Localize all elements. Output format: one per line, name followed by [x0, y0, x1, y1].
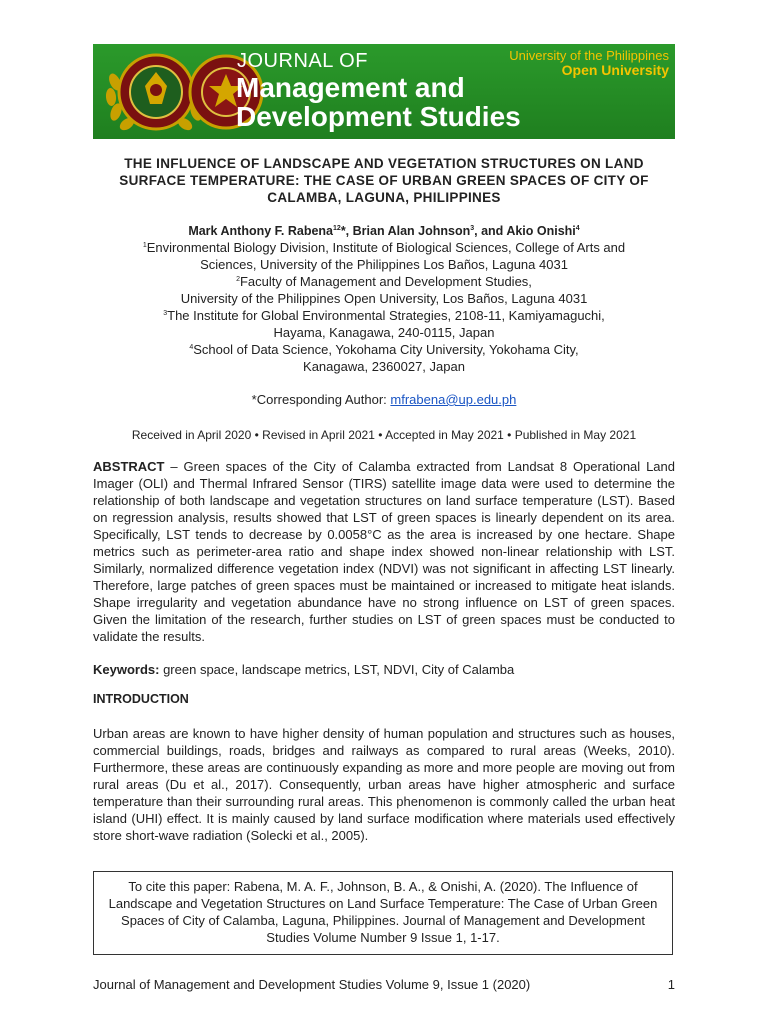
- affiliation-text: The Institute for Global Environmental Strategies, 2108-11, Kamiyamaguchi,: [167, 308, 605, 323]
- page-footer: [93, 977, 675, 992]
- affiliation-marker: 3: [470, 225, 475, 232]
- affiliation-marker: 1: [142, 242, 147, 249]
- journal-title-line1: JOURNAL OF: [237, 50, 368, 72]
- author-name: *, Brian Alan Johnson: [340, 224, 471, 238]
- footer-journal: Journal of Management and Development Studies Volume 9, Issue 1 (2020): [93, 977, 531, 992]
- affiliation-marker: 4: [189, 344, 194, 351]
- journal-banner: [93, 44, 675, 139]
- page-number: 1: [667, 977, 675, 992]
- affiliation-marker: 12: [333, 225, 341, 232]
- keywords: [93, 662, 675, 677]
- author-name: Mark Anthony F. Rabena: [188, 224, 334, 238]
- university-unit: Open University: [561, 62, 669, 78]
- university-name: University of the Philippines: [509, 48, 669, 63]
- author-list: [93, 223, 675, 239]
- abstract-text: – Green spaces of the City of Calamba extracted from Landsat 8 Operational Land Imager (OLI) and Thermal Infrared Sensor (TIRS) satellite image data were used to determine the relationship of both landscape and vegetation structures on land surface temperature (LST). Based on regression analysis, results showed that LST of green spaces is linearly dependent on its area. Specifically, LST tends to decrease by 0.0058°C as the area is increased by one hectare. Shape metrics such as perimeter-area ratio and shape index showed non-linear relationship with LST. Similarly, normalized difference vegetation index (NDVI) was not significant in affecting LST linearly. Therefore, large patches of green spaces must be maintained or increased to mitigate heat islands. Shape irregularity and vegetation abundance have no strong influence on LST of green spaces. Given the limitation of the research, further studies on LST of green spaces must be conducted to validate the results.: [93, 459, 675, 644]
- introduction-paragraph: Urban areas are known to have higher density of human population and structures such as houses, commercial buildings, roads, bridges and railways as compared to rural areas (Weeks, 2010). Furthermore, these areas are continuously expanding as more and more people are moving out from rural areas (Du et al., 2017). Consequently, urban areas have higher atmospheric and surface temperature than their surrounding rural areas. This phenomenon is commonly called the urban heat island (UHI) effect. It is mainly caused by land surface modification where materials used effectively store short-wave radiation (Solecki et al., 2005).: [93, 726, 675, 843]
- keywords-text: green space, landscape metrics, LST, NDVI, City of Calamba: [159, 662, 515, 677]
- affiliations: [93, 239, 675, 375]
- journal-title-main: [236, 73, 521, 131]
- affiliation-text: Environmental Biology Division, Institute of Biological Sciences, College of Arts and: [146, 240, 626, 255]
- affiliation-line: Hayama, Kanagawa, 240-0115, Japan: [273, 325, 495, 340]
- journal-title-line2: Management and: [236, 72, 465, 103]
- keywords-label: Keywords:: [93, 662, 160, 677]
- affiliation-text: Faculty of Management and Development Studies,: [239, 274, 532, 289]
- abstract: [93, 458, 675, 645]
- affiliation-marker: 4: [575, 225, 580, 232]
- affiliation-line: [93, 239, 675, 256]
- author-name: , and Akio Onishi: [474, 224, 576, 238]
- corresponding-label: *Corresponding Author:: [251, 392, 391, 407]
- publication-dates: Received in April 2020 • Revised in April 2021 • Accepted in May 2021 • Published in May 2021: [131, 428, 637, 442]
- affiliation-line: University of the Philippines Open University, Los Baños, Laguna 4031: [180, 291, 588, 306]
- paper-title: [93, 155, 675, 206]
- corresponding-email-link[interactable]: mfrabena@up.edu.ph: [390, 392, 517, 407]
- affiliation-line: [93, 273, 675, 290]
- affiliation-line: [93, 307, 675, 324]
- affiliation-text: School of Data Science, Yokohama City University, Yokohama City,: [193, 342, 579, 357]
- affiliation-line: [93, 341, 675, 358]
- citation-box: To cite this paper: Rabena, M. A. F., Johnson, B. A., & Onishi, A. (2020). The Influence of Landscape and Vegetation Structures on Land Surface Temperature: The Case of Urban Green Spaces of City of Calamba, Laguna, Philippines. Journal of Management and Development Studies Volume Number 9 Issue 1, 1-17.: [93, 871, 673, 955]
- section-heading-introduction: INTRODUCTION: [93, 692, 189, 706]
- affiliation-marker: 2: [236, 276, 240, 283]
- affiliation-line: Kanagawa, 2360027, Japan: [303, 359, 465, 374]
- affiliation-marker: 3: [163, 310, 168, 317]
- affiliation-line: Sciences, University of the Philippines Los Baños, Laguna 4031: [200, 257, 568, 272]
- abstract-label: ABSTRACT: [93, 459, 165, 474]
- paper-title-line: SURFACE TEMPERATURE: THE CASE OF URBAN GREEN SPACES OF CITY OF: [119, 173, 649, 188]
- paper-title-line: CALAMBA, LAGUNA, PHILIPPINES: [267, 190, 501, 205]
- corresponding-author: [93, 392, 675, 407]
- journal-title-line3: Development Studies: [236, 101, 521, 132]
- paper-title-line: THE INFLUENCE OF LANDSCAPE AND VEGETATION STRUCTURES ON LAND: [124, 156, 644, 171]
